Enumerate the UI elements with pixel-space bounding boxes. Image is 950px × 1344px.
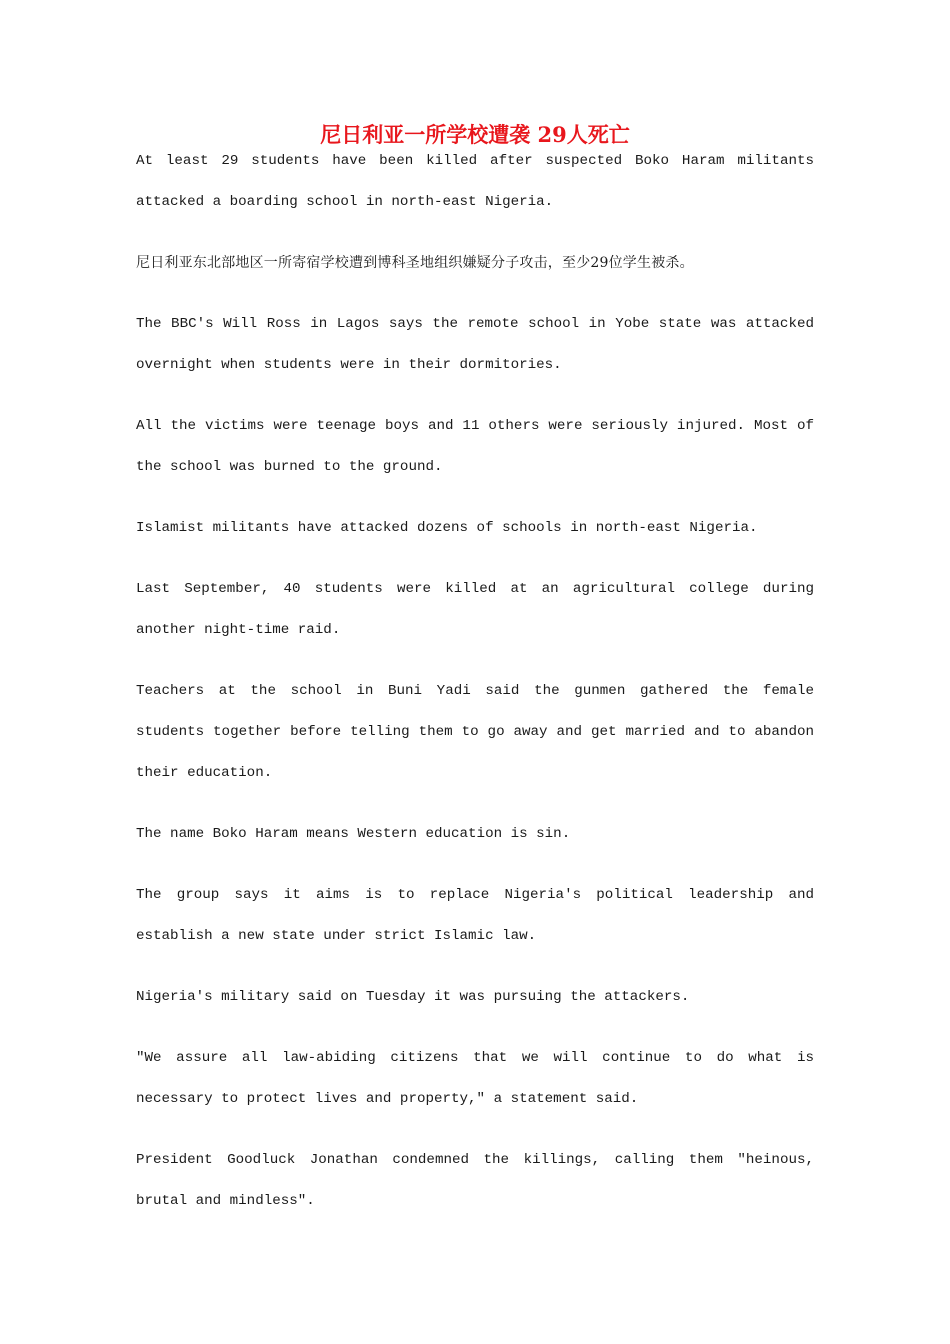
- paragraph: Islamist militants have attacked dozens of schools in north-east Nigeria.: [136, 520, 758, 536]
- paragraph: Nigeria's military said on Tuesday it was pursuing the attackers.: [136, 989, 690, 1005]
- paragraph: The BBC's Will Ross in Lagos says the remote school in Yobe state was attacked overnight when students were in their dormitories.: [136, 316, 814, 373]
- paragraph: Last September, 40 students were killed at an agricultural college during another night-time raid.: [136, 581, 814, 638]
- paragraph: Teachers at the school in Buni Yadi said the gunmen gathered the female students together before telling them to go away and get married and to abandon their education.: [136, 683, 814, 781]
- paragraph: At least 29 students have been killed after suspected Boko Haram militants attacked a boarding school in north-east Nigeria.: [136, 153, 814, 210]
- paragraph: All the victims were teenage boys and 11 others were seriously injured. Most of the school was burned to the ground.: [136, 418, 814, 475]
- paragraph: The group says it aims is to replace Nigeria's political leadership and establish a new state under strict Islamic law.: [136, 887, 814, 944]
- paragraph-chinese: 尼日利亚东北部地区一所寄宿学校遭到博科圣地组织嫌疑分子攻击，至少29位学生被杀。: [136, 255, 694, 271]
- document-title: 尼日利亚一所学校遭袭 29人死亡: [320, 122, 630, 147]
- paragraph: "We assure all law-abiding citizens that we will continue to do what is necessary to protect lives and property," a statement said.: [136, 1050, 814, 1107]
- paragraph: President Goodluck Jonathan condemned the killings, calling them "heinous, brutal and mindless".: [136, 1152, 814, 1209]
- paragraph: The name Boko Haram means Western education is sin.: [136, 826, 571, 842]
